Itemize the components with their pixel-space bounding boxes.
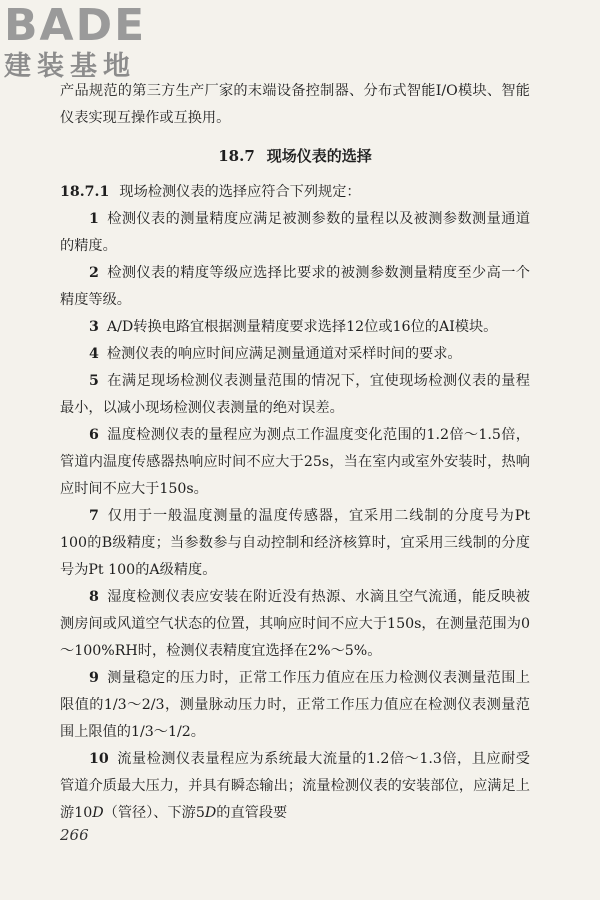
clause-text: 现场检测仪表的选择应符合下列规定：	[119, 184, 361, 200]
section-number: 18.7	[218, 147, 255, 165]
list-item	[60, 206, 530, 260]
item-text-before: 流量检测仪表量程应为系统最大流量的1.2倍～1.3倍，且应耐受管道介质最大压力，并具有瞬态输出；流量检测仪表的安装部位，应满足上游10	[60, 751, 530, 821]
list-item	[60, 260, 530, 314]
list-item	[60, 341, 530, 368]
clause-number: 18.7.1	[60, 184, 110, 200]
item-number: 9	[89, 670, 99, 686]
list-item	[60, 584, 530, 665]
item-number: 10	[89, 751, 109, 767]
list-item	[60, 503, 530, 584]
list-item	[60, 746, 530, 827]
item-text: 检测仪表的响应时间应满足测量通道对采样时间的要求。	[106, 346, 462, 362]
item-number: 2	[89, 265, 99, 281]
list-item	[60, 422, 530, 503]
item-text-after: 的直管段要	[216, 805, 288, 821]
item-number: 7	[89, 508, 99, 524]
item-text: 测量稳定的压力时，正常工作压力值应在压力检测仪表测量范围上限值的1/3～2/3，测量脉动压力时，正常工作压力值应在检测仪表测量范围上限值的1/3～1/2。	[60, 670, 530, 740]
list-item	[60, 368, 530, 422]
item-text: A/D转换电路宜根据测量精度要求选择12位或16位的AI模块。	[106, 319, 498, 335]
item-number: 8	[89, 589, 99, 605]
item-number: 4	[89, 346, 99, 362]
section-heading	[60, 145, 530, 167]
item-text: 温度检测仪表的量程应为测点工作温度变化范围的1.2倍～1.5倍，管道内温度传感器热响应时间不应大于25s，当在室内或室外安装时，热响应时间不应大于150s。	[60, 427, 530, 497]
item-number: 3	[89, 319, 99, 335]
item-text: 仅用于一般温度测量的温度传感器，宜采用二线制的分度号为Pt 100的B级精度；当参数参与自动控制和经济核算时，宜采用三线制的分度号为Pt 100的A级精度。	[60, 508, 530, 578]
item-text: 检测仪表的测量精度应满足被测参数的量程以及被测参数测量通道的精度。	[60, 211, 530, 254]
item-text-middle: （管径）、下游5	[103, 805, 205, 821]
item-number: 1	[89, 211, 99, 227]
intro-paragraph: 产品规范的第三方生产厂家的末端设备控制器、分布式智能I/O模块、智能仪表实现互操作或互换用。	[60, 83, 530, 126]
pipe-diameter-var: D	[92, 805, 104, 821]
logo-brand: BADE	[4, 0, 147, 51]
item-text: 在满足现场检测仪表测量范围的情况下，宜使现场检测仪表的量程最小，以减小现场检测仪表测量的绝对误差。	[60, 373, 530, 416]
section-title: 现场仪表的选择	[266, 147, 372, 165]
clause-paragraph	[60, 179, 530, 206]
item-text: 湿度检测仪表应安装在附近没有热源、水滴且空气流通，能反映被测房间或风道空气状态的位置，其响应时间不应大于150s，在测量范围为0～100%RH时，检测仪表精度宜选择在2%～5%。	[60, 589, 530, 659]
item-number: 6	[89, 427, 99, 443]
item-number: 5	[89, 373, 99, 389]
page-number: 266	[60, 826, 89, 844]
page-content	[60, 78, 530, 827]
list-item	[60, 665, 530, 746]
pipe-diameter-var: D	[204, 805, 217, 821]
list-item	[60, 314, 530, 341]
item-text: 检测仪表的精度等级应选择比要求的被测参数测量精度至少高一个精度等级。	[60, 265, 530, 308]
logo-subtitle: 建装基地	[4, 51, 136, 82]
